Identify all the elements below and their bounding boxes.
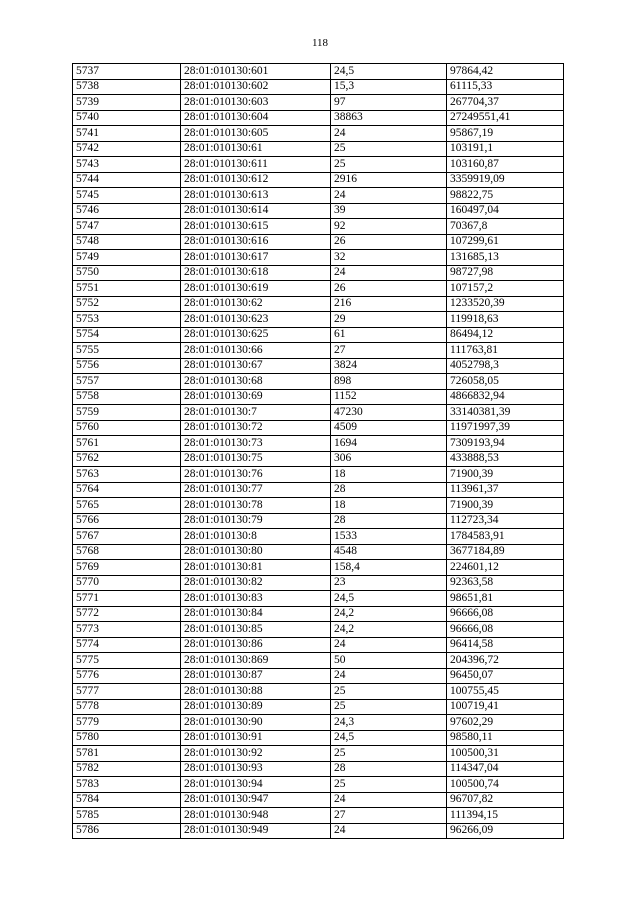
cadastral-number-cell: 28:01:010130:615 [181,219,331,235]
area-cell: 1533 [331,529,447,545]
row-index-cell: 5759 [73,405,181,421]
cadastral-number-cell: 28:01:010130:86 [181,637,331,653]
table-row [73,730,564,746]
table-row [73,436,564,452]
cadastral-number-cell: 28:01:010130:605 [181,126,331,142]
table-row [73,405,564,421]
area-cell: 1694 [331,436,447,452]
area-cell: 24 [331,126,447,142]
cadastral-number-cell: 28:01:010130:947 [181,792,331,808]
cadastral-number-cell: 28:01:010130:84 [181,606,331,622]
area-cell: 24 [331,188,447,204]
cadastral-number-cell: 28:01:010130:78 [181,498,331,514]
row-index-cell: 5753 [73,312,181,328]
row-index-cell: 5779 [73,715,181,731]
row-index-cell: 5754 [73,327,181,343]
value-cell: 95867,19 [447,126,564,142]
area-cell: 25 [331,141,447,157]
table-body [73,64,564,839]
value-cell: 224601,12 [447,560,564,576]
value-cell: 92363,58 [447,575,564,591]
table-row [73,467,564,483]
value-cell: 4052798,3 [447,358,564,374]
value-cell: 3359919,09 [447,172,564,188]
row-index-cell: 5741 [73,126,181,142]
value-cell: 96666,08 [447,606,564,622]
row-index-cell: 5762 [73,451,181,467]
cadastral-number-cell: 28:01:010130:869 [181,653,331,669]
area-cell: 4509 [331,420,447,436]
row-index-cell: 5747 [73,219,181,235]
area-cell: 216 [331,296,447,312]
table-row [73,823,564,839]
table-row [73,157,564,173]
cadastral-number-cell: 28:01:010130:602 [181,79,331,95]
row-index-cell: 5760 [73,420,181,436]
cadastral-number-cell: 28:01:010130:7 [181,405,331,421]
value-cell: 114347,04 [447,761,564,777]
row-index-cell: 5761 [73,436,181,452]
value-cell: 7309193,94 [447,436,564,452]
table-row [73,808,564,824]
table-row [73,141,564,157]
table-row [73,420,564,436]
area-cell: 50 [331,653,447,669]
area-cell: 24 [331,823,447,839]
table-row [73,203,564,219]
value-cell: 96666,08 [447,622,564,638]
cadastral-number-cell: 28:01:010130:625 [181,327,331,343]
value-cell: 107157,2 [447,281,564,297]
area-cell: 25 [331,699,447,715]
row-index-cell: 5763 [73,467,181,483]
value-cell: 61115,33 [447,79,564,95]
cadastral-number-cell: 28:01:010130:83 [181,591,331,607]
value-cell: 71900,39 [447,498,564,514]
area-cell: 29 [331,312,447,328]
row-index-cell: 5756 [73,358,181,374]
row-index-cell: 5740 [73,110,181,126]
cadastral-number-cell: 28:01:010130:80 [181,544,331,560]
cadastral-number-cell: 28:01:010130:611 [181,157,331,173]
value-cell: 1784583,91 [447,529,564,545]
value-cell: 98651,81 [447,591,564,607]
value-cell: 4866832,94 [447,389,564,405]
cadastral-number-cell: 28:01:010130:87 [181,668,331,684]
cadastral-number-cell: 28:01:010130:617 [181,250,331,266]
value-cell: 3677184,89 [447,544,564,560]
value-cell: 86494,12 [447,327,564,343]
table-row [73,777,564,793]
row-index-cell: 5757 [73,374,181,390]
value-cell: 726058,05 [447,374,564,390]
table-row [73,622,564,638]
cadastral-number-cell: 28:01:010130:92 [181,746,331,762]
cadastral-number-cell: 28:01:010130:623 [181,312,331,328]
row-index-cell: 5783 [73,777,181,793]
value-cell: 433888,53 [447,451,564,467]
table-row [73,761,564,777]
value-cell: 100500,31 [447,746,564,762]
row-index-cell: 5784 [73,792,181,808]
value-cell: 96450,07 [447,668,564,684]
value-cell: 70367,8 [447,219,564,235]
value-cell: 97864,42 [447,64,564,80]
table-row [73,234,564,250]
table-row [73,451,564,467]
cadastral-number-cell: 28:01:010130:8 [181,529,331,545]
row-index-cell: 5767 [73,529,181,545]
cadastral-number-cell: 28:01:010130:89 [181,699,331,715]
area-cell: 24,5 [331,64,447,80]
cadastral-number-cell: 28:01:010130:948 [181,808,331,824]
area-cell: 61 [331,327,447,343]
value-cell: 11971997,39 [447,420,564,436]
row-index-cell: 5755 [73,343,181,359]
area-cell: 26 [331,234,447,250]
value-cell: 96707,82 [447,792,564,808]
table-row [73,327,564,343]
cadastral-number-cell: 28:01:010130:619 [181,281,331,297]
table-row [73,95,564,111]
value-cell: 96414,58 [447,637,564,653]
area-cell: 24,2 [331,606,447,622]
area-cell: 24 [331,792,447,808]
area-cell: 25 [331,684,447,700]
area-cell: 24 [331,637,447,653]
row-index-cell: 5744 [73,172,181,188]
area-cell: 24,3 [331,715,447,731]
row-index-cell: 5782 [73,761,181,777]
row-index-cell: 5742 [73,141,181,157]
row-index-cell: 5758 [73,389,181,405]
table-row [73,498,564,514]
value-cell: 98822,75 [447,188,564,204]
row-index-cell: 5751 [73,281,181,297]
value-cell: 267704,37 [447,95,564,111]
row-index-cell: 5771 [73,591,181,607]
row-index-cell: 5777 [73,684,181,700]
area-cell: 898 [331,374,447,390]
value-cell: 119918,63 [447,312,564,328]
area-cell: 24,5 [331,730,447,746]
table-row [73,699,564,715]
value-cell: 204396,72 [447,653,564,669]
row-index-cell: 5785 [73,808,181,824]
cadastral-number-cell: 28:01:010130:81 [181,560,331,576]
table-row [73,250,564,266]
table-row [73,126,564,142]
table-row [73,482,564,498]
table-row [73,575,564,591]
value-cell: 131685,13 [447,250,564,266]
table-row [73,637,564,653]
area-cell: 39 [331,203,447,219]
value-cell: 96266,09 [447,823,564,839]
row-index-cell: 5743 [73,157,181,173]
table-row [73,513,564,529]
area-cell: 27 [331,343,447,359]
area-cell: 25 [331,777,447,793]
cadastral-number-cell: 28:01:010130:69 [181,389,331,405]
table-row [73,684,564,700]
value-cell: 107299,61 [447,234,564,250]
table-row [73,296,564,312]
row-index-cell: 5737 [73,64,181,80]
area-cell: 18 [331,498,447,514]
area-cell: 28 [331,482,447,498]
row-index-cell: 5774 [73,637,181,653]
page-number: 118 [311,37,329,49]
value-cell: 98727,98 [447,265,564,281]
row-index-cell: 5750 [73,265,181,281]
area-cell: 2916 [331,172,447,188]
row-index-cell: 5778 [73,699,181,715]
value-cell: 1233520,39 [447,296,564,312]
table-row [73,219,564,235]
table-row [73,110,564,126]
cadastral-number-cell: 28:01:010130:603 [181,95,331,111]
value-cell: 111763,81 [447,343,564,359]
cadastral-number-cell: 28:01:010130:85 [181,622,331,638]
row-index-cell: 5776 [73,668,181,684]
cadastral-number-cell: 28:01:010130:75 [181,451,331,467]
value-cell: 100755,45 [447,684,564,700]
cadastral-number-cell: 28:01:010130:604 [181,110,331,126]
cadastral-number-cell: 28:01:010130:79 [181,513,331,529]
area-cell: 15,3 [331,79,447,95]
cadastral-number-cell: 28:01:010130:612 [181,172,331,188]
area-cell: 3824 [331,358,447,374]
row-index-cell: 5766 [73,513,181,529]
area-cell: 25 [331,157,447,173]
cadastral-number-cell: 28:01:010130:616 [181,234,331,250]
area-cell: 28 [331,761,447,777]
table-row [73,529,564,545]
table-row [73,389,564,405]
area-cell: 306 [331,451,447,467]
row-index-cell: 5773 [73,622,181,638]
table-row [73,606,564,622]
area-cell: 24,5 [331,591,447,607]
area-cell: 26 [331,281,447,297]
value-cell: 97602,29 [447,715,564,731]
value-cell: 112723,34 [447,513,564,529]
row-index-cell: 5770 [73,575,181,591]
table-row [73,188,564,204]
row-index-cell: 5772 [73,606,181,622]
area-cell: 158,4 [331,560,447,576]
value-cell: 33140381,39 [447,405,564,421]
table-row [73,172,564,188]
area-cell: 18 [331,467,447,483]
table-row [73,591,564,607]
table-row [73,792,564,808]
row-index-cell: 5769 [73,560,181,576]
area-cell: 4548 [331,544,447,560]
value-cell: 98580,11 [447,730,564,746]
area-cell: 1152 [331,389,447,405]
cadastral-number-cell: 28:01:010130:601 [181,64,331,80]
table-row [73,312,564,328]
cadastral-number-cell: 28:01:010130:73 [181,436,331,452]
row-index-cell: 5752 [73,296,181,312]
value-cell: 103191,1 [447,141,564,157]
cadastral-number-cell: 28:01:010130:77 [181,482,331,498]
value-cell: 103160,87 [447,157,564,173]
area-cell: 24 [331,265,447,281]
value-cell: 113961,37 [447,482,564,498]
cadastral-number-cell: 28:01:010130:949 [181,823,331,839]
area-cell: 38863 [331,110,447,126]
area-cell: 97 [331,95,447,111]
table-row [73,746,564,762]
row-index-cell: 5749 [73,250,181,266]
row-index-cell: 5745 [73,188,181,204]
cadastral-number-cell: 28:01:010130:68 [181,374,331,390]
cadastral-number-cell: 28:01:010130:94 [181,777,331,793]
cadastral-number-cell: 28:01:010130:618 [181,265,331,281]
cadastral-number-cell: 28:01:010130:66 [181,343,331,359]
cadastral-number-cell: 28:01:010130:76 [181,467,331,483]
cadastral-number-cell: 28:01:010130:62 [181,296,331,312]
table-row [73,343,564,359]
area-cell: 32 [331,250,447,266]
value-cell: 100500,74 [447,777,564,793]
value-cell: 111394,15 [447,808,564,824]
row-index-cell: 5764 [73,482,181,498]
table-row [73,281,564,297]
value-cell: 100719,41 [447,699,564,715]
cadastral-number-cell: 28:01:010130:90 [181,715,331,731]
row-index-cell: 5738 [73,79,181,95]
cadastral-number-cell: 28:01:010130:614 [181,203,331,219]
area-cell: 23 [331,575,447,591]
area-cell: 27 [331,808,447,824]
cadastral-number-cell: 28:01:010130:613 [181,188,331,204]
cadastral-table [72,63,564,839]
area-cell: 24,2 [331,622,447,638]
cadastral-number-cell: 28:01:010130:67 [181,358,331,374]
area-cell: 25 [331,746,447,762]
table-row [73,715,564,731]
table-row [73,79,564,95]
row-index-cell: 5739 [73,95,181,111]
row-index-cell: 5768 [73,544,181,560]
row-index-cell: 5746 [73,203,181,219]
row-index-cell: 5780 [73,730,181,746]
cadastral-number-cell: 28:01:010130:72 [181,420,331,436]
table-row [73,668,564,684]
row-index-cell: 5765 [73,498,181,514]
row-index-cell: 5786 [73,823,181,839]
area-cell: 92 [331,219,447,235]
table-row [73,358,564,374]
value-cell: 27249551,41 [447,110,564,126]
row-index-cell: 5775 [73,653,181,669]
row-index-cell: 5748 [73,234,181,250]
table-row [73,265,564,281]
cadastral-number-cell: 28:01:010130:82 [181,575,331,591]
table-row [73,653,564,669]
value-cell: 71900,39 [447,467,564,483]
table-row [73,560,564,576]
area-cell: 47230 [331,405,447,421]
cadastral-number-cell: 28:01:010130:61 [181,141,331,157]
row-index-cell: 5781 [73,746,181,762]
cadastral-number-cell: 28:01:010130:93 [181,761,331,777]
cadastral-number-cell: 28:01:010130:88 [181,684,331,700]
area-cell: 24 [331,668,447,684]
area-cell: 28 [331,513,447,529]
table-row [73,544,564,560]
cadastral-number-cell: 28:01:010130:91 [181,730,331,746]
table-row [73,374,564,390]
table-row [73,64,564,80]
value-cell: 160497,04 [447,203,564,219]
